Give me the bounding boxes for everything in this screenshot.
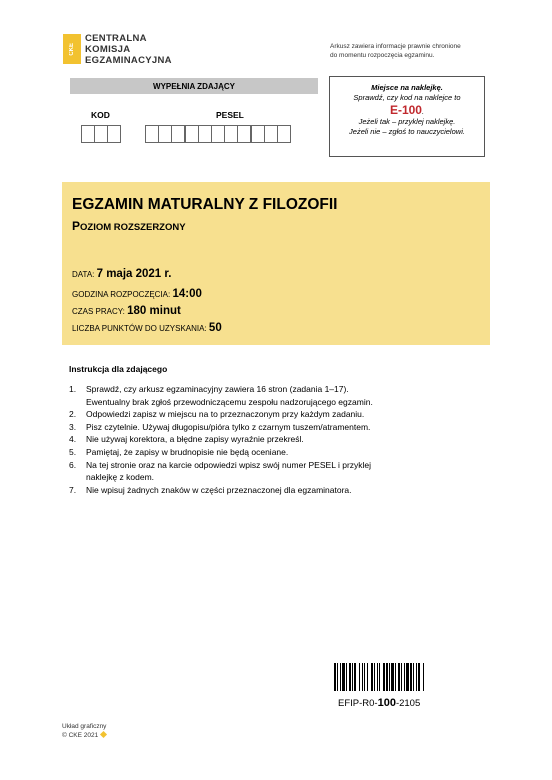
notice-line: Arkusz zawiera informacje prawnie chronione xyxy=(330,43,461,50)
instruction-text: naklejkę z kodem. xyxy=(86,472,155,483)
barcode-bar xyxy=(334,663,336,691)
barcode-bar xyxy=(349,663,351,691)
barcode-bar xyxy=(418,663,420,691)
barcode-bar xyxy=(377,663,378,691)
barcode-bar xyxy=(404,663,405,691)
barcode-bar xyxy=(340,663,341,691)
exam-duration xyxy=(72,305,181,317)
instruction-number: 5. xyxy=(69,446,77,457)
instruction-number: 4. xyxy=(69,434,77,445)
instructions-title: Instrukcja dla zdającego xyxy=(69,364,168,374)
instruction-text: Pamiętaj, że zapisy w brudnopisie nie będą oceniane. xyxy=(86,446,289,457)
barcode-bar xyxy=(410,663,412,691)
instruction-number: 1. xyxy=(69,384,77,394)
kod-digit-box[interactable] xyxy=(107,125,121,143)
instruction-text: Ewentualny brak zgłoś przewodniczącemu zespołu nadzorującego egzamin. xyxy=(86,396,373,407)
instruction-text: Nie wpisuj żadnych znaków w części przeznaczonej dla egzaminatora. xyxy=(86,484,352,495)
duration-value: 180 minut xyxy=(127,305,181,317)
sticker-instruction: Sprawdź, czy kod na naklejce to xyxy=(353,93,461,102)
instruction-text: Na tej stronie oraz na karcie odpowiedzi wpisz swój numer PESEL i przyklej xyxy=(86,459,372,470)
instruction-number: 2. xyxy=(69,409,77,420)
pesel-digit-box[interactable] xyxy=(145,125,159,143)
barcode-bar xyxy=(395,663,396,691)
institution-line: CENTRALNA xyxy=(85,33,147,44)
diamond-icon xyxy=(100,730,107,737)
barcode-bar xyxy=(416,663,417,691)
pesel-digit-box[interactable] xyxy=(251,125,265,143)
barcode-bar xyxy=(406,663,409,691)
barcode-bar xyxy=(354,663,356,691)
sticker-code: E-100 xyxy=(389,103,422,117)
start-time-label: GODZINA ROZPOCZĘCIA: xyxy=(72,290,171,299)
sticker-code-suffix: . xyxy=(421,107,425,116)
instruction-number: 6. xyxy=(69,459,77,470)
sticker-instruction: Jeżeli tak – przyklej naklejkę. xyxy=(358,117,456,126)
instruction-number: 7. xyxy=(69,484,77,495)
barcode-bar xyxy=(401,663,402,691)
instruction-text: Pisz czytelnie. Używaj długopisu/pióra tylko z czarnym tuszem/atramentem. xyxy=(86,421,371,432)
institution-name xyxy=(85,33,172,66)
barcode-bar xyxy=(391,663,394,691)
barcode-bar xyxy=(337,663,338,691)
exam-level-initial: P xyxy=(72,219,81,233)
barcode-bar xyxy=(398,663,400,691)
exam-level xyxy=(72,219,186,233)
logo-initials: CKE xyxy=(68,42,75,56)
barcode-bar xyxy=(389,663,390,691)
exam-date xyxy=(72,268,171,280)
pesel-digit-box[interactable] xyxy=(185,125,199,143)
barcode-bar xyxy=(359,663,360,691)
pesel-digit-box[interactable] xyxy=(277,125,291,143)
exam-start-time xyxy=(72,288,202,300)
institution-line: KOMISJA xyxy=(85,44,131,55)
instruction-number: 3. xyxy=(69,421,77,432)
instruction-item xyxy=(69,433,469,446)
kod-digit-box[interactable] xyxy=(94,125,108,143)
instruction-item xyxy=(69,421,469,434)
pesel-digit-box[interactable] xyxy=(198,125,212,143)
pesel-digit-box[interactable] xyxy=(211,125,225,143)
cke-logo-icon xyxy=(63,34,81,64)
barcode-label xyxy=(338,697,420,709)
footer-layout-credit: Układ graficzny xyxy=(62,723,107,730)
fill-in-header: WYPEŁNIA ZDAJĄCY xyxy=(70,78,318,94)
barcode-number: 100 xyxy=(377,697,396,709)
points-value: 50 xyxy=(208,322,222,334)
barcode-suffix: -2105 xyxy=(395,698,421,709)
kod-label: KOD xyxy=(91,110,110,120)
instruction-item xyxy=(69,446,469,459)
barcode-bar xyxy=(367,663,368,691)
exam-level-rest: OZIOM ROZSZERZONY xyxy=(80,222,186,233)
pesel-label: PESEL xyxy=(216,110,244,120)
pesel-digit-box[interactable] xyxy=(158,125,172,143)
barcode-bar xyxy=(371,663,373,691)
barcode-bar xyxy=(352,663,353,691)
exam-points xyxy=(72,322,222,334)
pesel-digit-box[interactable] xyxy=(237,125,251,143)
barcode-bar xyxy=(362,663,363,691)
date-value: 7 maja 2021 r. xyxy=(96,268,172,280)
exam-title: EGZAMIN MATURALNY Z FILOZOFII xyxy=(72,196,338,213)
instructions-list xyxy=(69,383,469,496)
barcode-bar xyxy=(342,663,345,691)
start-time-value: 14:00 xyxy=(172,288,202,300)
points-label: LICZBA PUNKTÓW DO UZYSKANIA: xyxy=(72,324,207,333)
barcode-bar xyxy=(383,663,385,691)
legal-notice xyxy=(330,42,461,60)
instruction-text: Odpowiedzi zapisz w miejscu na to przeznaczonym przy każdym zadaniu. xyxy=(86,409,365,420)
sticker-area xyxy=(329,76,485,157)
sticker-instruction: Jeżeli nie – zgłoś to nauczycielowi. xyxy=(349,127,465,136)
sticker-title: Miejsce na naklejkę. xyxy=(371,83,443,92)
barcode-icon xyxy=(334,663,466,691)
instruction-item xyxy=(69,408,469,421)
barcode-bar xyxy=(386,663,388,691)
barcode-bar xyxy=(374,663,375,691)
pesel-digit-box[interactable] xyxy=(264,125,278,143)
notice-line: do momentu rozpoczęcia egzaminu. xyxy=(330,52,435,59)
instruction-text: Nie używaj korektora, a błędne zapisy wyraźnie przekreśl. xyxy=(86,434,304,445)
kod-digit-box[interactable] xyxy=(81,125,95,143)
instruction-item xyxy=(69,459,469,484)
barcode-bar xyxy=(413,663,414,691)
barcode-bar xyxy=(379,663,380,691)
institution-line: EGZAMINACYJNA xyxy=(85,55,172,66)
instruction-item xyxy=(69,484,469,497)
barcode-prefix: EFIP-R0- xyxy=(338,698,378,709)
footer-copyright: © CKE 2021 xyxy=(62,731,99,739)
duration-label: CZAS PRACY: xyxy=(72,307,125,316)
barcode-bar xyxy=(423,663,424,691)
pesel-digit-box[interactable] xyxy=(224,125,238,143)
barcode-bar xyxy=(346,663,347,691)
date-label: DATA: xyxy=(72,270,95,279)
barcode-bar xyxy=(364,663,365,691)
kod-input[interactable] xyxy=(81,125,121,143)
footer xyxy=(62,723,106,740)
pesel-input[interactable] xyxy=(145,125,290,143)
instruction-text: Sprawdź, czy arkusz egzaminacyjny zawiera 16 stron (zadania 1–17). xyxy=(86,384,349,394)
instruction-item xyxy=(69,383,469,408)
pesel-digit-box[interactable] xyxy=(171,125,185,143)
